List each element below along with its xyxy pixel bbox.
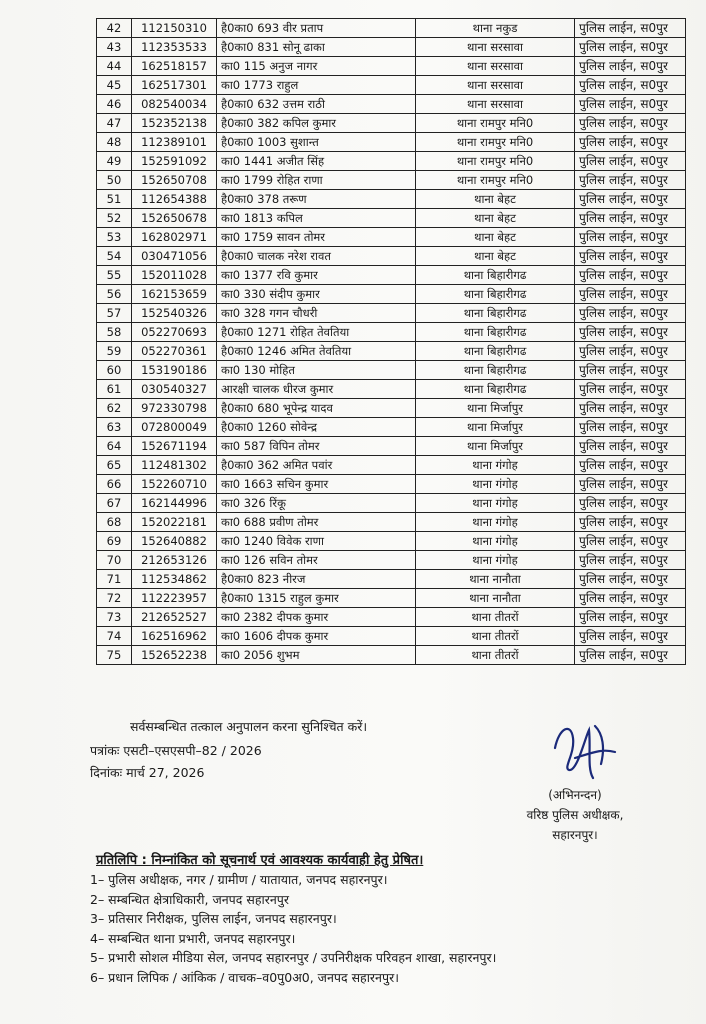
signature-image [545, 708, 625, 788]
serial-number-cell: 51 [97, 190, 132, 209]
instruction-text: सर्वसम्बन्धित तत्काल अनुपालन करना सुनिश्चित करें। [130, 719, 368, 734]
thana-cell: थाना तीतरों [416, 646, 575, 665]
table-row [97, 323, 686, 342]
table-row [97, 608, 686, 627]
serial-number-cell: 53 [97, 228, 132, 247]
table-row [97, 494, 686, 513]
posting-cell: पुलिस लाईन, स0पुर [575, 38, 686, 57]
serial-number-cell: 52 [97, 209, 132, 228]
thana-cell: थाना बिहारीगढ [416, 304, 575, 323]
pno-cell: 112353533 [132, 38, 217, 57]
thana-cell: थाना तीतरों [416, 608, 575, 627]
pno-cell: 112223957 [132, 589, 217, 608]
serial-number-cell: 66 [97, 475, 132, 494]
posting-cell: पुलिस लाईन, स0पुर [575, 627, 686, 646]
name-cell: है0का0 693 वीर प्रताप [217, 19, 416, 38]
name-cell: का0 115 अनुज नागर [217, 57, 416, 76]
serial-number-cell: 69 [97, 532, 132, 551]
name-cell: का0 1759 सावन तोमर [217, 228, 416, 247]
posting-cell: पुलिस लाईन, स0पुर [575, 437, 686, 456]
copy-item: 3– प्रतिसार निरीक्षक, पुलिस लाईन, जनपद सहारनपुर। [90, 911, 337, 926]
posting-cell: पुलिस लाईन, स0पुर [575, 551, 686, 570]
table-row [97, 304, 686, 323]
pno-cell: 112534862 [132, 570, 217, 589]
table-row [97, 570, 686, 589]
posting-cell: पुलिस लाईन, स0पुर [575, 608, 686, 627]
table-row [97, 171, 686, 190]
table-row [97, 285, 686, 304]
thana-cell: थाना गंगोह [416, 513, 575, 532]
serial-number-cell: 68 [97, 513, 132, 532]
posting-cell: पुलिस लाईन, स0पुर [575, 76, 686, 95]
serial-number-cell: 63 [97, 418, 132, 437]
copy-item: 2– सम्बन्धित क्षेत्राधिकारी, जनपद सहारनपुर [90, 891, 289, 907]
name-cell: है0का0 632 उत्तम राठी [217, 95, 416, 114]
pno-cell: 152011028 [132, 266, 217, 285]
table-row [97, 361, 686, 380]
posting-cell: पुलिस लाईन, स0पुर [575, 57, 686, 76]
pno-cell: 112481302 [132, 456, 217, 475]
serial-number-cell: 70 [97, 551, 132, 570]
serial-number-cell: 56 [97, 285, 132, 304]
serial-number-cell: 46 [97, 95, 132, 114]
thana-cell: थाना बिहारीगढ [416, 266, 575, 285]
posting-cell: पुलिस लाईन, स0पुर [575, 475, 686, 494]
table-row [97, 228, 686, 247]
table-row [97, 399, 686, 418]
name-cell: का0 1799 रोहित राणा [217, 171, 416, 190]
posting-cell: पुलिस लाईन, स0पुर [575, 19, 686, 38]
table-row [97, 190, 686, 209]
thana-cell: थाना बिहारीगढ [416, 361, 575, 380]
serial-number-cell: 67 [97, 494, 132, 513]
name-cell: का0 1663 सचिन कुमार [217, 475, 416, 494]
thana-cell: थाना बिहारीगढ [416, 323, 575, 342]
table-body [97, 19, 686, 665]
posting-cell: पुलिस लाईन, स0पुर [575, 285, 686, 304]
copy-list [90, 870, 496, 987]
table-row [97, 133, 686, 152]
posting-cell: पुलिस लाईन, स0पुर [575, 532, 686, 551]
name-cell: है0का0 1315 राहुल कुमार [217, 589, 416, 608]
posting-cell: पुलिस लाईन, स0पुर [575, 342, 686, 361]
pno-cell: 153190186 [132, 361, 217, 380]
pno-cell: 152652238 [132, 646, 217, 665]
pno-cell: 152540326 [132, 304, 217, 323]
thana-cell: थाना गंगोह [416, 475, 575, 494]
pno-cell: 052270361 [132, 342, 217, 361]
table-row [97, 57, 686, 76]
table-row [97, 589, 686, 608]
thana-cell: थाना नानौता [416, 570, 575, 589]
posting-cell: पुलिस लाईन, स0पुर [575, 190, 686, 209]
posting-cell: पुलिस लाईन, स0पुर [575, 152, 686, 171]
posting-cell: पुलिस लाईन, स0पुर [575, 304, 686, 323]
posting-cell: पुलिस लाईन, स0पुर [575, 266, 686, 285]
thana-cell: थाना बेहट [416, 190, 575, 209]
copy-item: 1– पुलिस अधीक्षक, नगर / ग्रामीण / यातायात, जनपद सहारनपुर। [90, 872, 388, 887]
name-cell: का0 326 रिंकू [217, 494, 416, 513]
serial-number-cell: 64 [97, 437, 132, 456]
thana-cell: थाना बेहट [416, 247, 575, 266]
name-cell: का0 688 प्रवीण तोमर [217, 513, 416, 532]
serial-number-cell: 71 [97, 570, 132, 589]
posting-cell: पुलिस लाईन, स0पुर [575, 133, 686, 152]
name-cell: है0का0 1003 सुशान्त [217, 133, 416, 152]
name-cell: का0 1606 दीपक कुमार [217, 627, 416, 646]
name-cell: है0का0 362 अमित पवांर [217, 456, 416, 475]
posting-cell: पुलिस लाईन, स0पुर [575, 380, 686, 399]
thana-cell: थाना सरसावा [416, 38, 575, 57]
pno-cell: 152260710 [132, 475, 217, 494]
thana-cell: थाना गंगोह [416, 494, 575, 513]
serial-number-cell: 62 [97, 399, 132, 418]
signatory-name: (अभिनन्दन) [548, 788, 602, 802]
thana-cell: थाना रामपुर मनि0 [416, 171, 575, 190]
serial-number-cell: 42 [97, 19, 132, 38]
serial-number-cell: 45 [97, 76, 132, 95]
pno-cell: 152671194 [132, 437, 217, 456]
copy-item: 5– प्रभारी सोशल मीडिया सेल, जनपद सहारनपुर / उपनिरीक्षक परिवहन शाखा, सहारनपुर। [90, 950, 497, 965]
pno-cell: 112150310 [132, 19, 217, 38]
name-cell: है0का0 378 तरूण [217, 190, 416, 209]
serial-number-cell: 54 [97, 247, 132, 266]
pno-cell: 162516962 [132, 627, 217, 646]
thana-cell: थाना रामपुर मनि0 [416, 133, 575, 152]
pno-cell: 162802971 [132, 228, 217, 247]
pno-cell: 212653126 [132, 551, 217, 570]
copy-item: 6– प्रधान लिपिक / आंकिक / वाचक–व0पु0अ0, जनपद सहारनपुर। [90, 969, 399, 985]
posting-cell: पुलिस लाईन, स0पुर [575, 95, 686, 114]
thana-cell: थाना गंगोह [416, 456, 575, 475]
pno-cell: 152650678 [132, 209, 217, 228]
pno-cell: 112654388 [132, 190, 217, 209]
serial-number-cell: 55 [97, 266, 132, 285]
copy-item: 4– सम्बन्धित थाना प्रभारी, जनपद सहारनपुर। [90, 930, 296, 946]
thana-cell: थाना नकुड [416, 19, 575, 38]
thana-cell: थाना बिहारीगढ [416, 342, 575, 361]
name-cell: है0का0 831 सोनू ढाका [217, 38, 416, 57]
serial-number-cell: 47 [97, 114, 132, 133]
table-row [97, 266, 686, 285]
thana-cell: थाना नानौता [416, 589, 575, 608]
table-row [97, 38, 686, 57]
serial-number-cell: 44 [97, 57, 132, 76]
posting-cell: पुलिस लाईन, स0पुर [575, 589, 686, 608]
table-row [97, 76, 686, 95]
name-cell: का0 1377 रवि कुमार [217, 266, 416, 285]
transfer-table [96, 18, 686, 665]
pno-cell: 162153659 [132, 285, 217, 304]
name-cell: का0 330 संदीप कुमार [217, 285, 416, 304]
thana-cell: थाना रामपुर मनि0 [416, 114, 575, 133]
posting-cell: पुलिस लाईन, स0पुर [575, 171, 686, 190]
name-cell: है0का0 823 नीरज [217, 570, 416, 589]
thana-cell: थाना मिर्जापुर [416, 418, 575, 437]
thana-cell: थाना सरसावा [416, 76, 575, 95]
name-cell: का0 328 गगन चौधरी [217, 304, 416, 323]
pno-cell: 112389101 [132, 133, 217, 152]
pno-cell: 152591092 [132, 152, 217, 171]
serial-number-cell: 50 [97, 171, 132, 190]
pno-cell: 030540327 [132, 380, 217, 399]
posting-cell: पुलिस लाईन, स0पुर [575, 646, 686, 665]
posting-cell: पुलिस लाईन, स0पुर [575, 494, 686, 513]
table-row [97, 152, 686, 171]
pno-cell: 030471056 [132, 247, 217, 266]
table-row [97, 646, 686, 665]
name-cell: है0का0 1246 अमित तेवतिया [217, 342, 416, 361]
pno-cell: 162517301 [132, 76, 217, 95]
name-cell: का0 126 सविन तोमर [217, 551, 416, 570]
name-cell: का0 1240 विवेक राणा [217, 532, 416, 551]
name-cell: है0का0 680 भूपेन्द्र यादव [217, 399, 416, 418]
name-cell: का0 587 विपिन तोमर [217, 437, 416, 456]
table-row [97, 532, 686, 551]
posting-cell: पुलिस लाईन, स0पुर [575, 418, 686, 437]
serial-number-cell: 43 [97, 38, 132, 57]
serial-number-cell: 48 [97, 133, 132, 152]
serial-number-cell: 57 [97, 304, 132, 323]
name-cell: है0का0 चालक नरेश रावत [217, 247, 416, 266]
table-row [97, 209, 686, 228]
table-row [97, 380, 686, 399]
thana-cell: थाना गंगोह [416, 551, 575, 570]
pno-cell: 072800049 [132, 418, 217, 437]
thana-cell: थाना बिहारीगढ [416, 285, 575, 304]
table-row [97, 418, 686, 437]
table-row [97, 551, 686, 570]
thana-cell: थाना रामपुर मनि0 [416, 152, 575, 171]
thana-cell: थाना बिहारीगढ [416, 380, 575, 399]
posting-cell: पुलिस लाईन, स0पुर [575, 247, 686, 266]
pno-cell: 052270693 [132, 323, 217, 342]
posting-cell: पुलिस लाईन, स0पुर [575, 209, 686, 228]
signatory-title: वरिष्ठ पुलिस अधीक्षक, [526, 808, 624, 822]
table-row [97, 95, 686, 114]
name-cell: का0 1773 राहुल [217, 76, 416, 95]
thana-cell: थाना बेहट [416, 209, 575, 228]
serial-number-cell: 49 [97, 152, 132, 171]
signatory-place: सहारनपुर। [552, 828, 598, 842]
table-row [97, 437, 686, 456]
table-row [97, 475, 686, 494]
table-row [97, 247, 686, 266]
table-row [97, 19, 686, 38]
serial-number-cell: 75 [97, 646, 132, 665]
pno-cell: 082540034 [132, 95, 217, 114]
thana-cell: थाना मिर्जापुर [416, 399, 575, 418]
pno-cell: 212652527 [132, 608, 217, 627]
posting-cell: पुलिस लाईन, स0पुर [575, 114, 686, 133]
serial-number-cell: 72 [97, 589, 132, 608]
pno-cell: 162144996 [132, 494, 217, 513]
copy-heading: प्रतिलिपि : निम्नांकित को सूचनार्थ एवं आवश्यक कार्यवाही हेतु प्रेषित। [96, 853, 424, 868]
name-cell: का0 1813 कपिल [217, 209, 416, 228]
name-cell: है0का0 1260 सोवेन्द्र [217, 418, 416, 437]
table-row [97, 114, 686, 133]
name-cell: है0का0 1271 रोहित तेवतिया [217, 323, 416, 342]
posting-cell: पुलिस लाईन, स0पुर [575, 513, 686, 532]
table-row [97, 513, 686, 532]
name-cell: का0 2382 दीपक कुमार [217, 608, 416, 627]
pno-cell: 152640882 [132, 532, 217, 551]
name-cell: आरक्षी चालक धीरज कुमार [217, 380, 416, 399]
pno-cell: 162518157 [132, 57, 217, 76]
name-cell: है0का0 382 कपिल कुमार [217, 114, 416, 133]
thana-cell: थाना सरसावा [416, 57, 575, 76]
serial-number-cell: 65 [97, 456, 132, 475]
posting-cell: पुलिस लाईन, स0पुर [575, 570, 686, 589]
serial-number-cell: 73 [97, 608, 132, 627]
serial-number-cell: 61 [97, 380, 132, 399]
pno-cell: 152352138 [132, 114, 217, 133]
serial-number-cell: 60 [97, 361, 132, 380]
letter-date: दिनांकः मार्च 27, 2026 [90, 765, 205, 780]
serial-number-cell: 74 [97, 627, 132, 646]
name-cell: का0 1441 अजीत सिंह [217, 152, 416, 171]
serial-number-cell: 59 [97, 342, 132, 361]
letter-number: पत्रांकः एसटी–एसएसपी–82 / 2026 [90, 743, 262, 758]
thana-cell: थाना गंगोह [416, 532, 575, 551]
thana-cell: थाना मिर्जापुर [416, 437, 575, 456]
thana-cell: थाना तीतरों [416, 627, 575, 646]
pno-cell: 972330798 [132, 399, 217, 418]
posting-cell: पुलिस लाईन, स0पुर [575, 361, 686, 380]
table-row [97, 627, 686, 646]
posting-cell: पुलिस लाईन, स0पुर [575, 323, 686, 342]
pno-cell: 152022181 [132, 513, 217, 532]
thana-cell: थाना सरसावा [416, 95, 575, 114]
name-cell: का0 2056 शुभम [217, 646, 416, 665]
table-row [97, 456, 686, 475]
posting-cell: पुलिस लाईन, स0पुर [575, 456, 686, 475]
posting-cell: पुलिस लाईन, स0पुर [575, 228, 686, 247]
thana-cell: थाना बेहट [416, 228, 575, 247]
pno-cell: 152650708 [132, 171, 217, 190]
posting-cell: पुलिस लाईन, स0पुर [575, 399, 686, 418]
name-cell: का0 130 मोहित [217, 361, 416, 380]
table-row [97, 342, 686, 361]
serial-number-cell: 58 [97, 323, 132, 342]
